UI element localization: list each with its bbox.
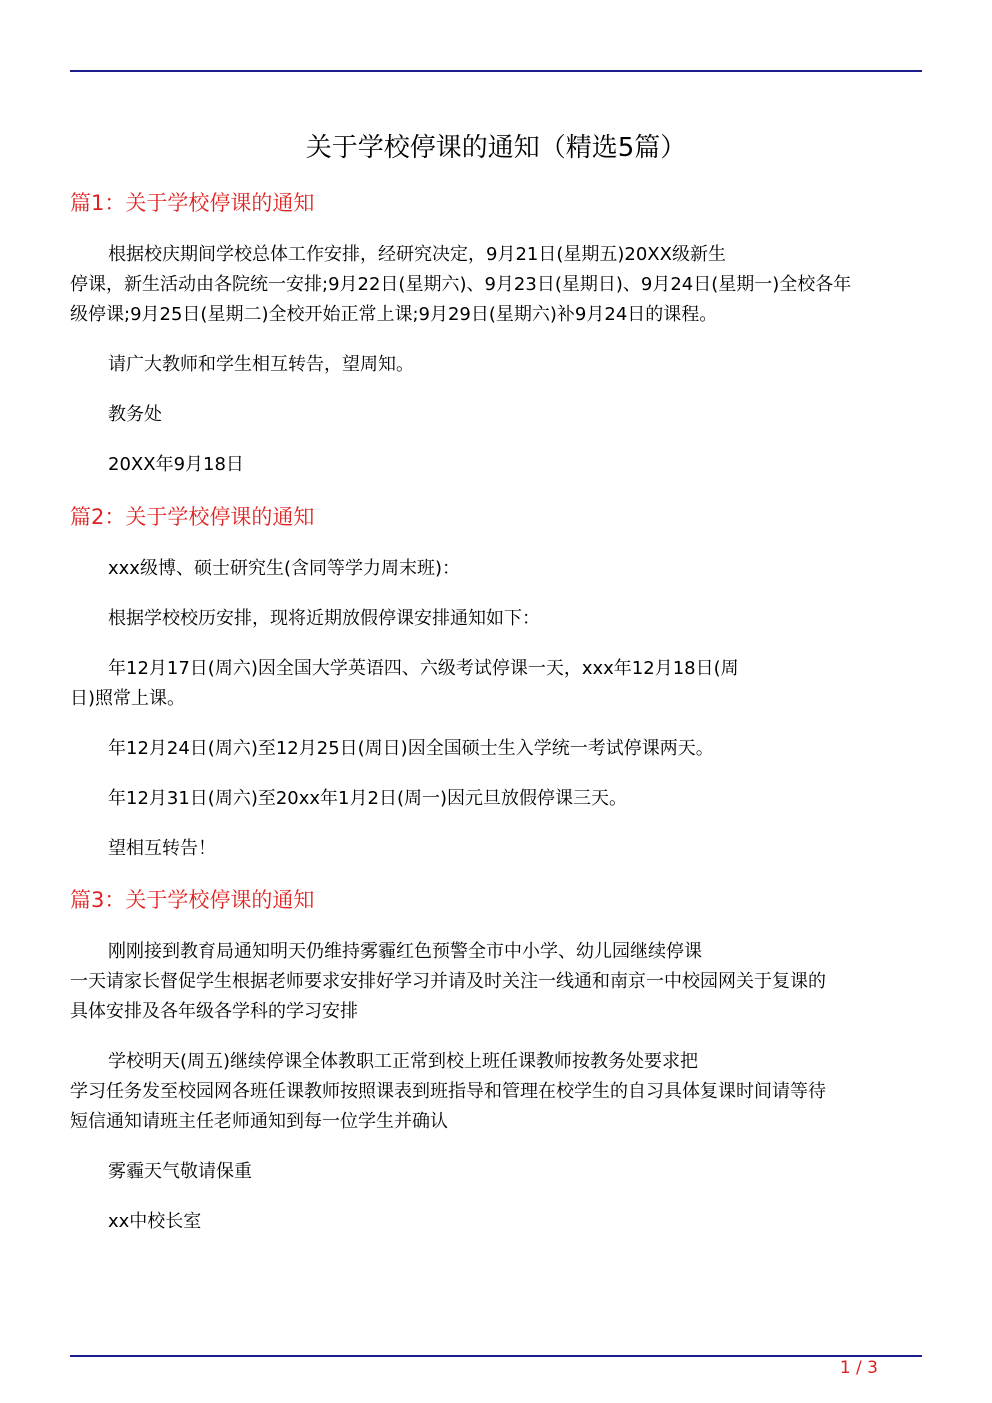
- section-2-paragraph-2: [70, 604, 922, 634]
- paragraph-line: 望相互转告！: [108, 838, 216, 859]
- section-3-signature: [70, 1207, 922, 1237]
- paragraph-line: 年12月17日(周六)因全国大学英语四、六级考试停课一天，xxx年12月18日(周: [108, 658, 739, 679]
- footer-rule: [70, 1355, 922, 1357]
- section-1-signature: [70, 400, 922, 430]
- page-number: 1 / 3: [839, 1358, 878, 1378]
- section-1-date: [70, 450, 922, 480]
- document-title: 关于学校停课的通知（精选5篇）: [305, 133, 687, 163]
- paragraph-line: 根据学校校历安排，现将近期放假停课安排通知如下：: [108, 608, 540, 629]
- paragraph-line: xx中校长室: [108, 1211, 202, 1232]
- paragraph-line: 根据校庆期间学校总体工作安排，经研究决定，9月21日(星期五)20XX级新生: [108, 244, 726, 265]
- paragraph-line: 年12月24日(周六)至12月25日(周日)因全国硕士生入学统一考试停课两天。: [108, 738, 714, 759]
- paragraph-line: 一天请家长督促学生根据老师要求安排好学习并请及时关注一线通和南京一中校园网关于复课的: [70, 971, 826, 992]
- section-1-heading: 篇1：关于学校停课的通知: [70, 191, 315, 215]
- section-2-paragraph-5: [70, 784, 922, 814]
- section-3-paragraph-1: [70, 937, 922, 1027]
- paragraph-line: 具体安排及各年级各学科的学习安排: [70, 1001, 358, 1022]
- header-rule: [70, 70, 922, 72]
- paragraph-line: 刚刚接到教育局通知明天仍维持雾霾红色预警全市中小学、幼儿园继续停课: [108, 941, 702, 962]
- section-3-paragraph-2: [70, 1047, 922, 1137]
- paragraph-line: xxx级博、硕士研究生(含同等学力周末班)：: [108, 558, 461, 579]
- paragraph-line: 停课，新生活动由各院统一安排;9月22日(星期六)、9月23日(星期日)、9月24日(星期一)全校各年: [70, 274, 852, 295]
- section-1-paragraph-2: [70, 350, 922, 380]
- paragraph-line: 20XX年9月18日: [108, 454, 244, 475]
- paragraph-line: 日)照常上课。: [70, 688, 186, 709]
- section-2-paragraph-3: [70, 654, 922, 714]
- paragraph-line: 级停课;9月25日(星期二)全校开始正常上课;9月29日(星期六)补9月24日的课程。: [70, 304, 718, 325]
- section-2-paragraph-1: [70, 554, 922, 584]
- paragraph-line: 请广大教师和学生相互转告，望周知。: [108, 354, 414, 375]
- paragraph-line: 雾霾天气敬请保重: [108, 1161, 252, 1182]
- section-1-paragraph-1: [70, 240, 922, 330]
- paragraph-line: 年12月31日(周六)至20xx年1月2日(周一)因元旦放假停课三天。: [108, 788, 628, 809]
- section-2-heading: 篇2：关于学校停课的通知: [70, 505, 315, 529]
- paragraph-line: 短信通知请班主任老师通知到每一位学生并确认: [70, 1111, 448, 1132]
- paragraph-line: 教务处: [108, 404, 162, 425]
- paragraph-line: 学校明天(周五)继续停课全体教职工正常到校上班任课教师按教务处要求把: [108, 1051, 699, 1072]
- section-2-paragraph-4: [70, 734, 922, 764]
- paragraph-line: 学习任务发至校园网各班任课教师按照课表到班指导和管理在校学生的自习具体复课时间请等待: [70, 1081, 826, 1102]
- section-3-heading: 篇3：关于学校停课的通知: [70, 888, 315, 912]
- section-2-paragraph-6: [70, 834, 922, 864]
- section-3-paragraph-3: [70, 1157, 922, 1187]
